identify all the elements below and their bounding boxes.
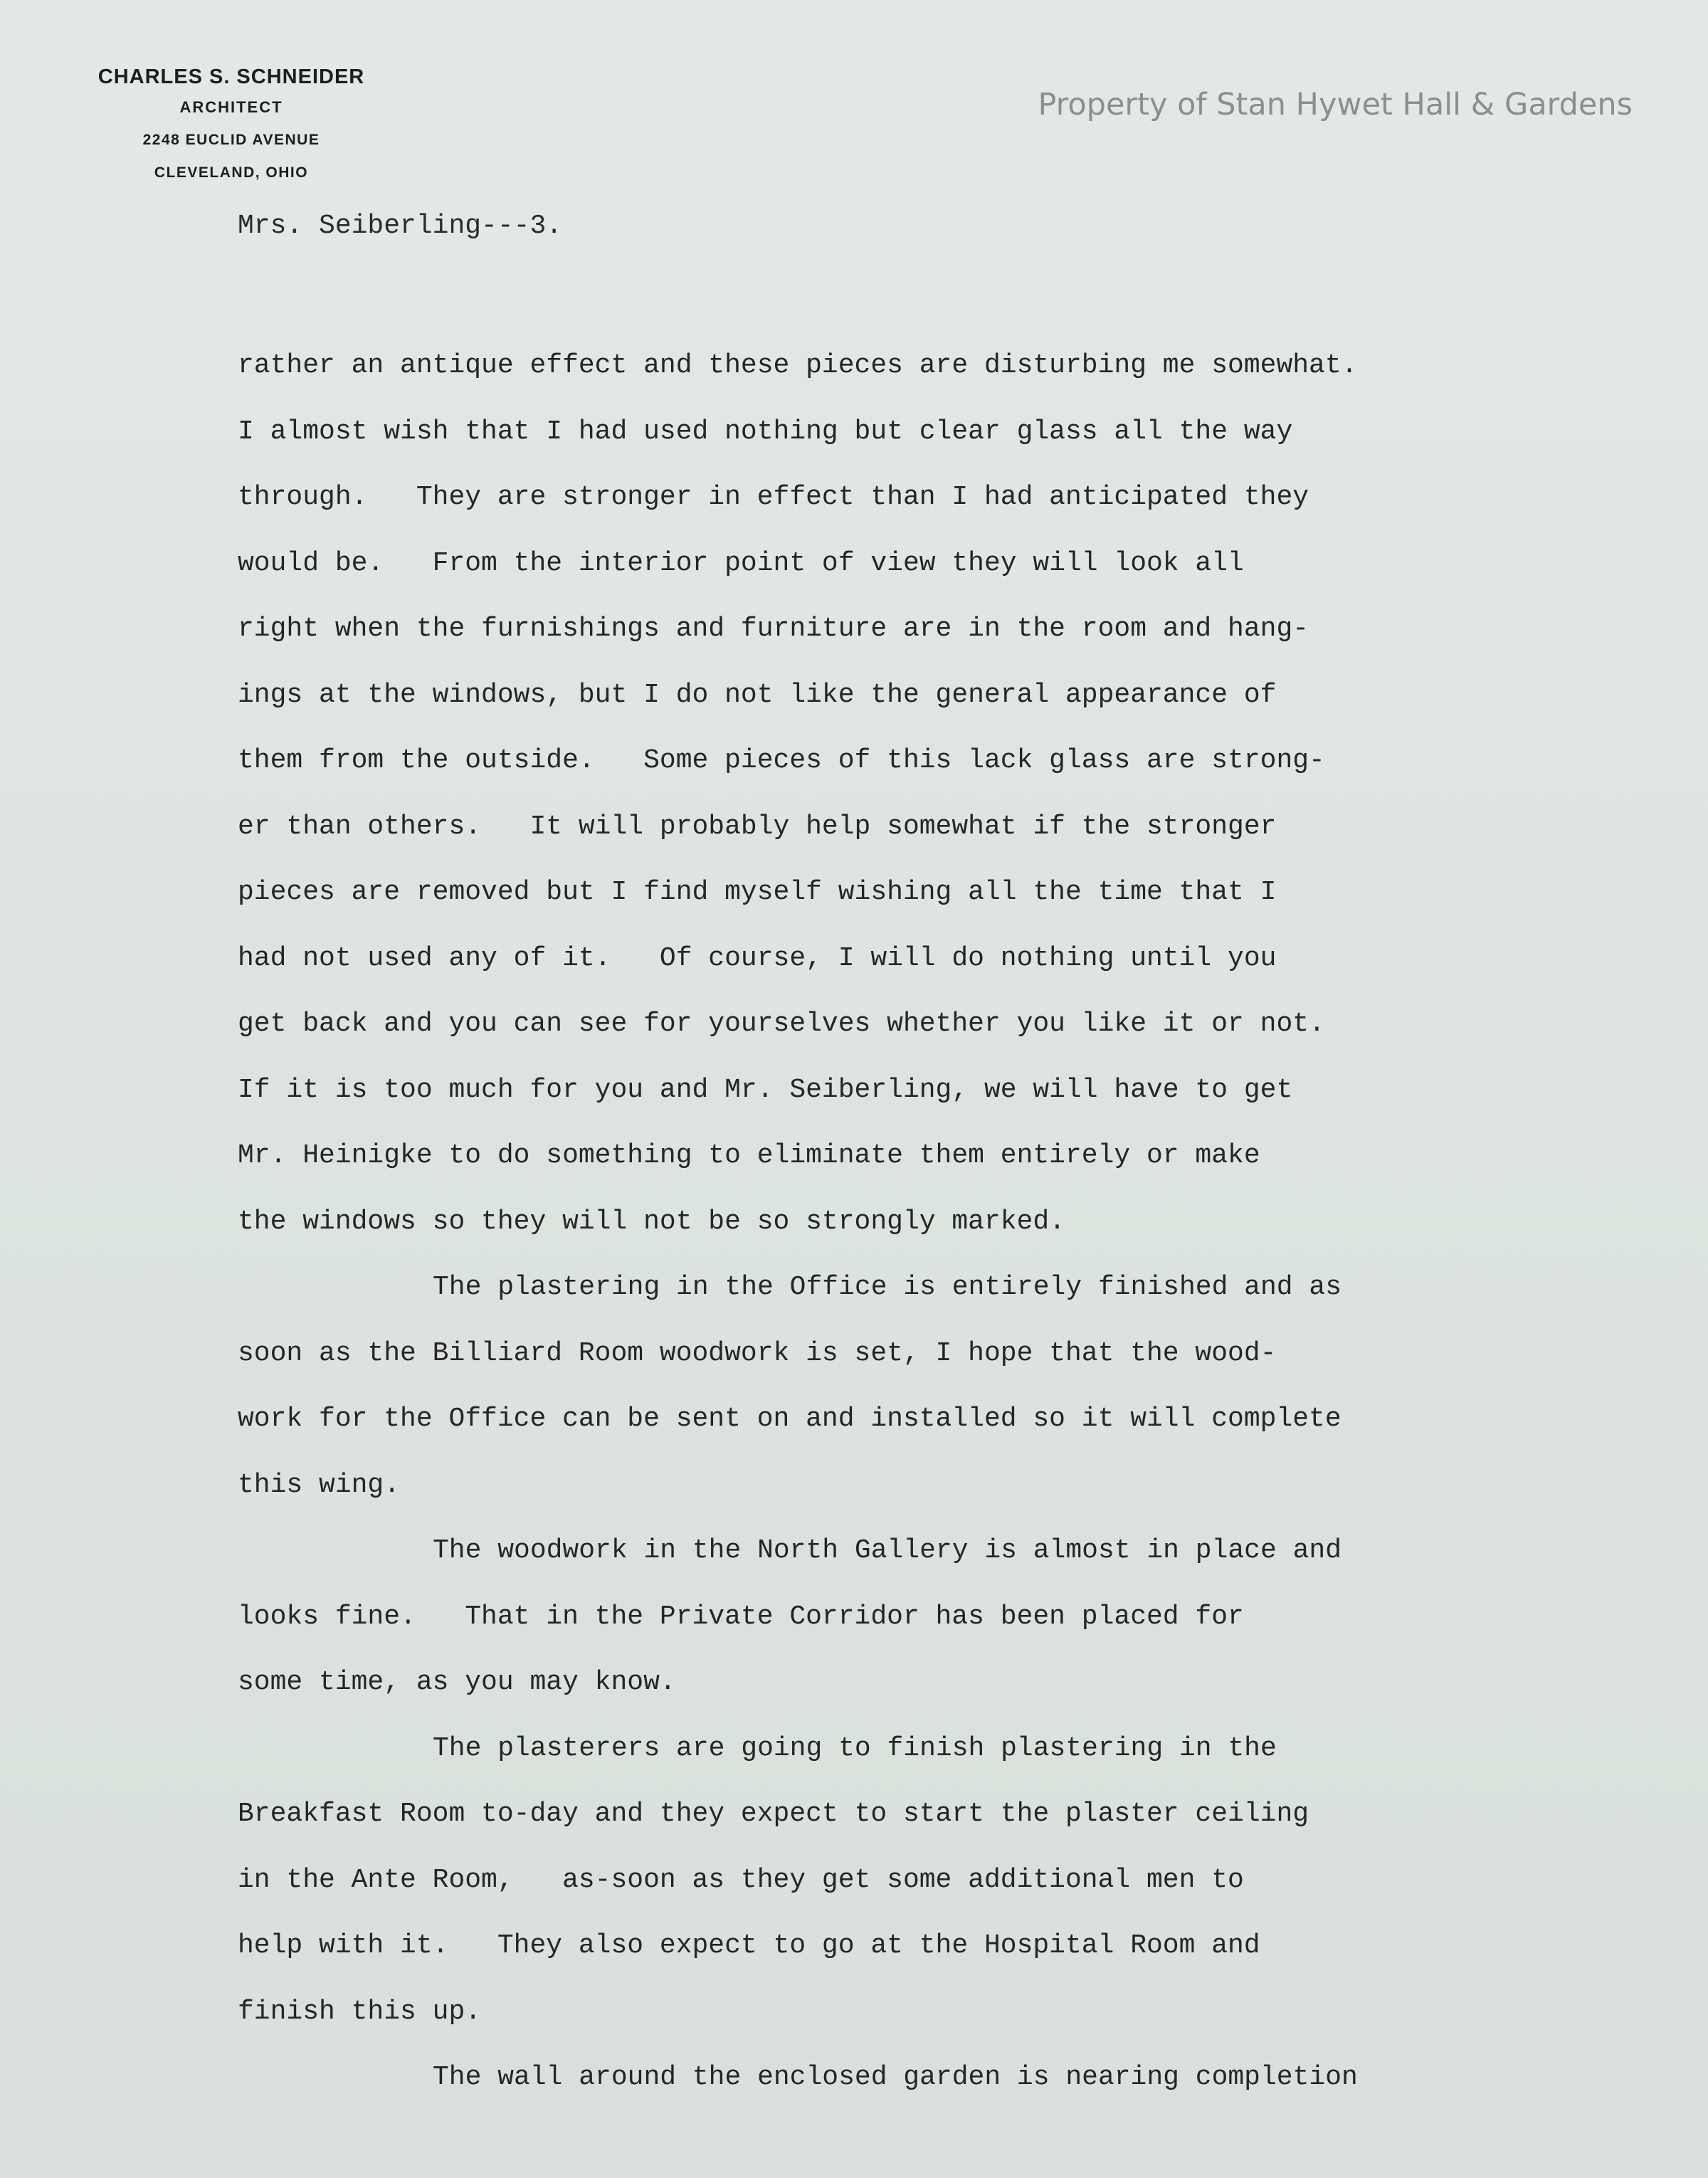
body-line: work for the Office can be sent on and installed so it will complete	[238, 1404, 1341, 1434]
body-line: in the Ante Room, as-soon as they get some additional men to	[238, 1864, 1244, 1895]
body-line: the windows so they will not be so strongly marked.	[238, 1206, 1065, 1237]
letterhead-address-line-1: 2248 EUCLID AVENUE	[142, 132, 320, 148]
body-line: them from the outside. Some pieces of this lack glass are strong-	[238, 745, 1325, 776]
body-line: er than others. It will probably help somewhat if the stronger	[238, 811, 1277, 842]
body-line: this wing.	[238, 1469, 401, 1500]
body-line: The wall around the enclosed garden is nearing completion	[433, 2062, 1358, 2093]
body-line: I almost wish that I had used nothing but clear glass all the way	[238, 416, 1293, 447]
body-line: would be. From the interior point of view they will look all	[238, 547, 1244, 579]
body-line: pieces are removed but I find myself wishing all the time that I	[238, 877, 1277, 908]
letterhead	[71, 63, 391, 189]
body-line: through. They are stronger in effect than I had anticipated they	[238, 482, 1309, 512]
body-line: The plasterers are going to finish plastering in the	[433, 1732, 1277, 1764]
letter-body	[238, 333, 1633, 2111]
letterhead-title: ARCHITECT	[179, 98, 283, 116]
body-line: get back and you can see for yourselves whether you like it or not.	[238, 1009, 1325, 1039]
body-line: If it is too much for you and Mr. Seiberling, we will have to get	[238, 1074, 1293, 1105]
body-line: rather an antique effect and these pieces are disturbing me somewhat.	[238, 350, 1358, 381]
body-line: soon as the Billiard Room woodwork is set, I hope that the wood-	[238, 1337, 1277, 1369]
body-line: Breakfast Room to-day and they expect to start the plaster ceiling	[238, 1799, 1309, 1829]
body-line: some time, as you may know.	[238, 1667, 676, 1698]
body-line: had not used any of it. Of course, I will do nothing until you	[238, 942, 1277, 974]
ownership-watermark: Property of Stan Hywet Hall & Gardens	[1038, 87, 1633, 122]
body-line: Mr. Heinigke to do something to eliminate them entirely or make	[238, 1140, 1260, 1171]
body-line: finish this up.	[238, 1996, 482, 2027]
letterhead-name: CHARLES S. SCHNEIDER	[97, 65, 365, 88]
body-line: looks fine. That in the Private Corridor has been placed for	[238, 1601, 1244, 1632]
page-heading: Mrs. Seiberling---3.	[238, 211, 563, 241]
body-line: The woodwork in the North Gallery is almost in place and	[433, 1535, 1342, 1566]
body-line: The plastering in the Office is entirely finished and as	[433, 1272, 1342, 1303]
body-line: right when the furnishings and furniture are in the room and hang-	[238, 614, 1309, 644]
body-line: ings at the windows, but I do not like the general appearance of	[238, 679, 1277, 710]
body-line: help with it. They also expect to go at the Hospital Room and	[238, 1930, 1260, 1961]
letterhead-address-line-2: CLEVELAND, OHIO	[154, 164, 309, 181]
